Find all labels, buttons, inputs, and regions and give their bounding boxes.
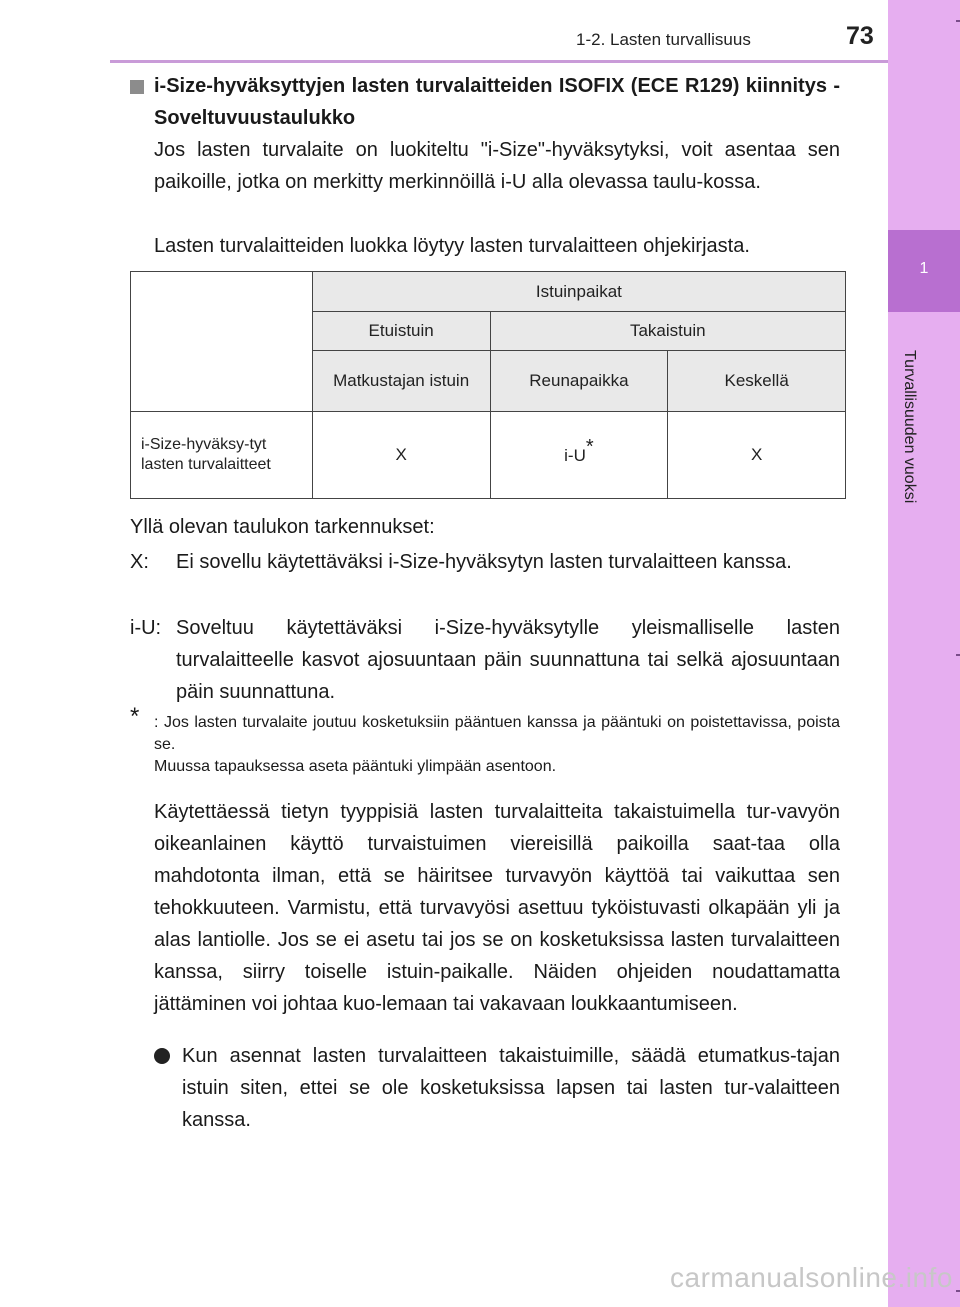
table-cell-passenger: X — [312, 412, 490, 499]
intro-paragraph-2: Lasten turvalaitteiden luokka löytyy lasten turvalaitteen ohjekirjasta. — [154, 235, 750, 257]
chapter-number: 1 — [919, 260, 929, 277]
crop-mark — [956, 654, 960, 656]
compatibility-table — [130, 271, 846, 499]
header-rule — [110, 60, 888, 63]
footnote-marker: * — [585, 435, 594, 458]
table-cell-center: X — [668, 412, 846, 499]
notes-title: Yllä olevan taulukon tarkennukset: — [130, 516, 435, 538]
table-header-center: Keskellä — [668, 351, 846, 412]
table-corner-cell — [131, 272, 313, 412]
chapter-title: Turvallisuuden vuoksi — [901, 350, 918, 504]
page-number: 73 — [846, 22, 874, 50]
note-iu-term: i-U: — [130, 617, 162, 639]
table-header-outer: Reunapaikka — [490, 351, 668, 412]
table-group-header: Istuinpaikat — [312, 272, 845, 312]
watermark: carmanualsonline.info — [670, 1262, 953, 1293]
section-heading: i-Size-hyväksyttyjen lasten turvalaitteiden ISOFIX (ECE R129) kiinnitys - Soveltuvuustaulukko — [154, 75, 840, 129]
table-row-label: i-Size-hyväksy-tyt lasten turvalaitteet — [131, 412, 313, 499]
table-header-rear: Takaistuin — [490, 312, 845, 351]
bullet-text: Kun asennat lasten turvalaitteen takaistuimille, säädä etumatkus-tajan istuin siten, ettei se ole kosketuksissa lapsen tai lasten tur-valaitteen kanssa. — [182, 1045, 840, 1131]
note-iu-text: Soveltuu käytettäväksi i-Size-hyväksytylle yleismalliselle lasten turvalaitteelle kasvot ajosuuntaan päin suunnattuna tai selkä ajosuuntaan päin suunnattuna. — [176, 617, 840, 703]
section-title: 1-2. Lasten turvallisuus — [576, 30, 751, 49]
chapter-side-tab — [888, 0, 960, 1307]
note-x-text: Ei sovellu käytettäväksi i-Size-hyväksytyn lasten turvalaitteen kanssa. — [176, 551, 792, 573]
footnote-text: : Jos lasten turvalaite joutuu kosketuksiin pääntuen kanssa ja pääntuki on poistettavissa, poista se. Muussa tapauksessa aseta pääntuki ylimpään asentoon. — [154, 714, 840, 775]
bullet-dot-icon — [154, 1048, 170, 1064]
footnote-star: * — [130, 703, 140, 730]
table-header-passenger: Matkustajan istuin — [312, 351, 490, 412]
intro-paragraph: Jos lasten turvalaite on luokiteltu "i-Size"-hyväksytyksi, voit asentaa sen paikoille, jotka on merkitty merkinnöillä i-U alla olevassa taulu-kossa. — [154, 139, 840, 193]
note-x-term: X: — [130, 551, 149, 573]
table-cell-outer: i-U* — [490, 412, 668, 499]
crop-mark — [956, 20, 960, 22]
crop-mark — [956, 1290, 960, 1292]
table-header-front: Etuistuin — [312, 312, 490, 351]
warning-paragraph: Käytettäessä tietyn tyyppisiä lasten turvalaitteita takaistuimella tur-vavyön oikeanlainen käyttö turvaistuimen viereisillä paikoilla saat-taa olla mahdotonta ilman, että se häiritsee turvavyön käyttöä tai vaikuttaa sen tehokkuuteen. Varmistu, että turvavyösi asettuu tyköistuvasti olkapään yli ja alas lantiolle. Jos se ei asetu tai jos se on kosketuksissa lasten turvalaitteen kanssa, siirry toiselle istuin-paikalle. Näiden ohjeiden noudattamatta jättäminen voi johtaa kuo-lemaan tai vakavaan loukkaantumiseen. — [154, 801, 840, 1015]
heading-bullet-icon — [130, 80, 144, 94]
